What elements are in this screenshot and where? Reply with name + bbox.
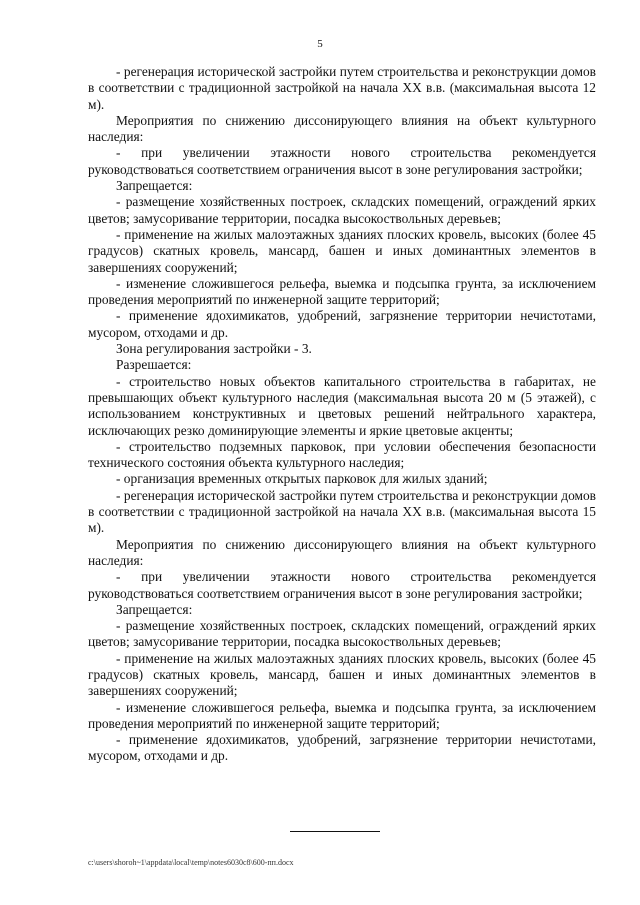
paragraph: - применение ядохимикатов, удобрений, загрязнение территории нечистотами, мусором, отходами и др. (88, 308, 596, 340)
paragraph: - строительство подземных парковок, при условии обеспечения безопасности технического состояния объекта культурного наследия; (88, 438, 596, 471)
paragraph: - строительство новых объектов капитального строительства в габаритах, не превышающих объект культурного наследия (максимальная высота 20 м (5 этажей), с использованием конструктивных и цветовых решений нейтрального характера, исключающих резко доминирующие элементы и яркие цветовые акценты; (88, 373, 596, 438)
paragraph: Мероприятия по снижению диссонирующего влияния на объект культурного наследия: (88, 112, 596, 145)
paragraph-heading: Разрешается: (116, 357, 192, 373)
paragraph: - размещение хозяйственных построек, складских помещений, ограждений ярких цветов; замусоривание территории, посадка высокоствольных деревьев; (88, 194, 596, 226)
paragraph: - регенерация исторической застройки путем строительства и реконструкции домов в соответствии с традиционной застройкой на начала XX в.в. (максимальная высота 12 м). (88, 64, 596, 112)
paragraph: - размещение хозяйственных построек, складских помещений, ограждений ярких цветов; замусоривание территории, посадка высокоствольных деревьев; (88, 618, 596, 650)
paragraph: - изменение сложившегося рельефа, выемка и подсыпка грунта, за исключением проведения мероприятий по инженерной защите территорий; (88, 275, 596, 308)
paragraph-heading: Зона регулирования застройки - 3. (116, 341, 312, 357)
paragraph: Мероприятия по снижению диссонирующего влияния на объект культурного наследия: (88, 536, 596, 568)
paragraph: - организация временных открытых парковок для жилых зданий; (116, 471, 488, 487)
footer-file-path: c:\users\shoroh~1\appdata\local\temp\notes6030c8\600-пп.docx (88, 858, 294, 867)
footer-divider (290, 831, 380, 832)
paragraph: - изменение сложившегося рельефа, выемка и подсыпка грунта, за исключением проведения мероприятий по инженерной защите территорий; (88, 699, 596, 731)
document-body (88, 64, 596, 765)
paragraph: - применение на жилых малоэтажных зданиях плоских кровель, высоких (более 45 градусов) скатных кровель, мансард, башен и иных доминантных элементов в завершениях сооружений; (88, 226, 596, 275)
paragraph: - применение ядохимикатов, удобрений, загрязнение территории нечистотами, мусором, отходами и др. (88, 732, 596, 764)
paragraph: - регенерация исторической застройки путем строительства и реконструкции домов в соответствии с традиционной застройкой на начала XX в.в. (максимальная высота 15 м). (88, 487, 596, 536)
paragraph: - при увеличении этажности нового строительства рекомендуется руководствоваться соответствием ограничения высот в зоне регулирования застройки; (88, 145, 596, 177)
paragraph-heading: Запрещается: (116, 601, 193, 617)
paragraph: - применение на жилых малоэтажных зданиях плоских кровель, высоких (более 45 градусов) скатных кровель, мансард, башен и иных доминантных элементов в завершениях сооружений; (88, 650, 596, 699)
paragraph: - при увеличении этажности нового строительства рекомендуется руководствоваться соответствием ограничения высот в зоне регулирования застройки; (88, 569, 596, 601)
paragraph-heading: Запрещается: (116, 178, 193, 194)
page-number: 5 (317, 38, 323, 50)
